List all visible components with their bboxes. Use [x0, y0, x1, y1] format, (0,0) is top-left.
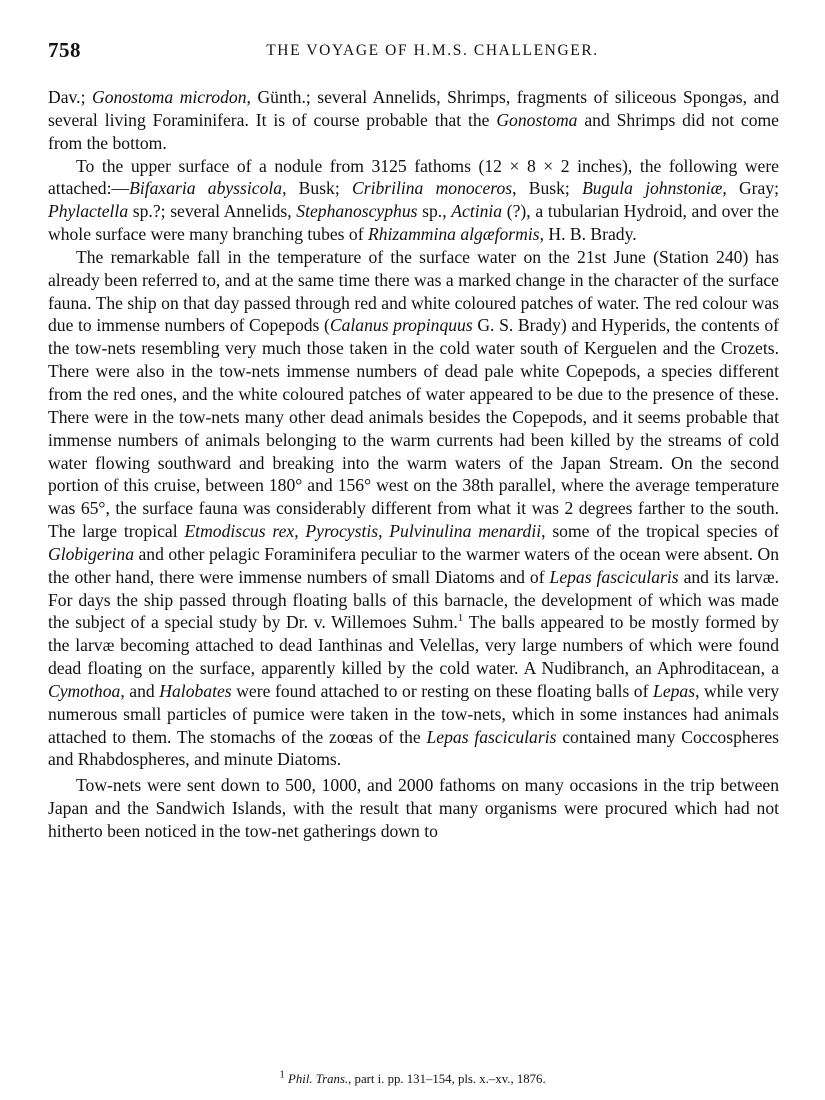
text-run: To the upper surface of a nodule from 3125 fathoms (12 × 8 × 2 inches), the following were attached:— [48, 155, 779, 199]
page-number: 758 [48, 38, 81, 62]
text-run: Dav.; [48, 87, 93, 107]
text-run: contained many Coccospheres and Rhabdospheres, and minute Diatoms. [48, 726, 779, 770]
body-text [48, 86, 779, 843]
text-run: G. S. Brady) and Hyperids, the contents of the tow-nets resembling very much those taken in the cold water south of Kerguelen and the Crozets. There were also in the tow-nets immense numbers of dead pale white Copepods, a species different from the red ones, and the white coloured patches of water appeared to be due to the presence of these. There were in the tow-nets many other dead animals besides the Copepods, and it seems probable that immense numbers of animals belonging to the warm currents had been killed by the streams of cold water flowing southward and breaking into the warm waters of the Japan Stream. On the second portion of this cruise, between 180° and 156° west on the 38th parallel, where the average temperature was 65°, the surface fauna was considerably different from what it was 2 degrees farther to the south. The large tropical [48, 315, 779, 542]
footnote [0, 1068, 825, 1087]
text-run: , some of the tropical species of [541, 521, 779, 542]
text-run: Tow-nets were sent down to 500, 1000, and 2000 fathoms on many occasions in the trip between Japan and the Sandwich Islands, with the result that many organisms were procured which had not hitherto been noticed in the tow-net gatherings down to [48, 775, 779, 841]
species-name: Lepas fascicularis [549, 566, 679, 587]
species-name: Cymothoa [48, 680, 121, 701]
text-run: were found attached to or resting on these floating balls of [231, 680, 654, 701]
species-name: Globigerina [48, 543, 135, 564]
species-name: Bugula johnstoniæ [582, 178, 723, 199]
species-name: Etmodiscus rex, Pyrocystis, Pulvinulina menardii [184, 521, 542, 542]
text-run: and its larvæ. For days the ship passed through floating balls of this barnacle, the development of which was made the subject of a special study by Dr. v. Willemoes Suhm. [48, 566, 779, 633]
species-name: Lepas fascicularis [426, 726, 557, 747]
species-name: Stephanoscyphus [296, 201, 418, 222]
paragraph-4 [48, 774, 779, 843]
journal-title: Phil. Trans. [288, 1072, 349, 1086]
species-name: Rhizammina algæformis [368, 224, 540, 245]
paragraph-1 [48, 86, 779, 155]
species-name: Gonostoma [496, 109, 578, 130]
species-name: Cribrilina monoceros [351, 178, 513, 199]
species-name: Phylactella [48, 201, 129, 222]
footnote-text: , part i. pp. 131–154, pls. x.–xv., 1876. [348, 1072, 546, 1086]
footnote-marker: 1 [457, 612, 464, 625]
paragraph-2 [48, 155, 779, 246]
footnote-marker: 1 [279, 1068, 285, 1081]
species-name: Gonostoma microdon [92, 87, 247, 107]
text-run: and Shrimps did not come from the bottom. [48, 109, 779, 153]
species-name: Halobates [159, 680, 232, 701]
text-run: and other pelagic Foraminifera peculiar to the warmer waters of the ocean were absent. On the other hand, there were immense numbers of small Diatoms and of [48, 543, 779, 587]
text-run: , while very numerous small particles of pumice were taken in the tow-nets, which in some instances had animals attached to them. The stomachs of the zoœas of the [48, 680, 779, 747]
text-run: The remarkable fall in the temperature of the surface water on the 21st June (Station 240) has already been referred to, and at the same time there was a marked change in the character of the surface fauna. The ship on that day passed through red and white coloured patches of water. The red colour was due to immense numbers of Copepods ( [48, 246, 779, 336]
text-run: , H. B. Brady. [539, 224, 637, 245]
text-run: , and [120, 680, 160, 701]
text-run: , Günth.; several Annelids, Shrimps, fragments of siliceous Spongəs, and several living Foraminifera. It is of course probable that the [48, 87, 779, 130]
running-title: THE VOYAGE OF H.M.S. CHALLENGER. [266, 42, 599, 59]
species-name: Actinia [451, 201, 503, 222]
page-header [48, 38, 777, 64]
text-run: sp.?; several Annelids, [128, 201, 297, 222]
species-name: Bifaxaria abyssicola [129, 178, 283, 199]
species-name: Lepas [653, 680, 696, 701]
text-run: , Busk; [512, 178, 583, 199]
text-run: , Busk; [282, 178, 352, 199]
paragraph-3 [48, 246, 779, 771]
text-run: (?), a tubularian Hydroid, and over the whole surface were many branching tubes of [48, 201, 779, 245]
text-run: , Gray; [722, 178, 780, 199]
text-run: sp., [417, 201, 452, 222]
species-name: Calanus propinquus [329, 315, 473, 336]
text-run: The balls appeared to be mostly formed by the larvæ becoming attached to dead Ianthinas and Velellas, very large numbers of which were found dead floating on the surface, apparently killed by the cold water. A Nudibranch, an Aphroditacean, a [48, 612, 779, 679]
